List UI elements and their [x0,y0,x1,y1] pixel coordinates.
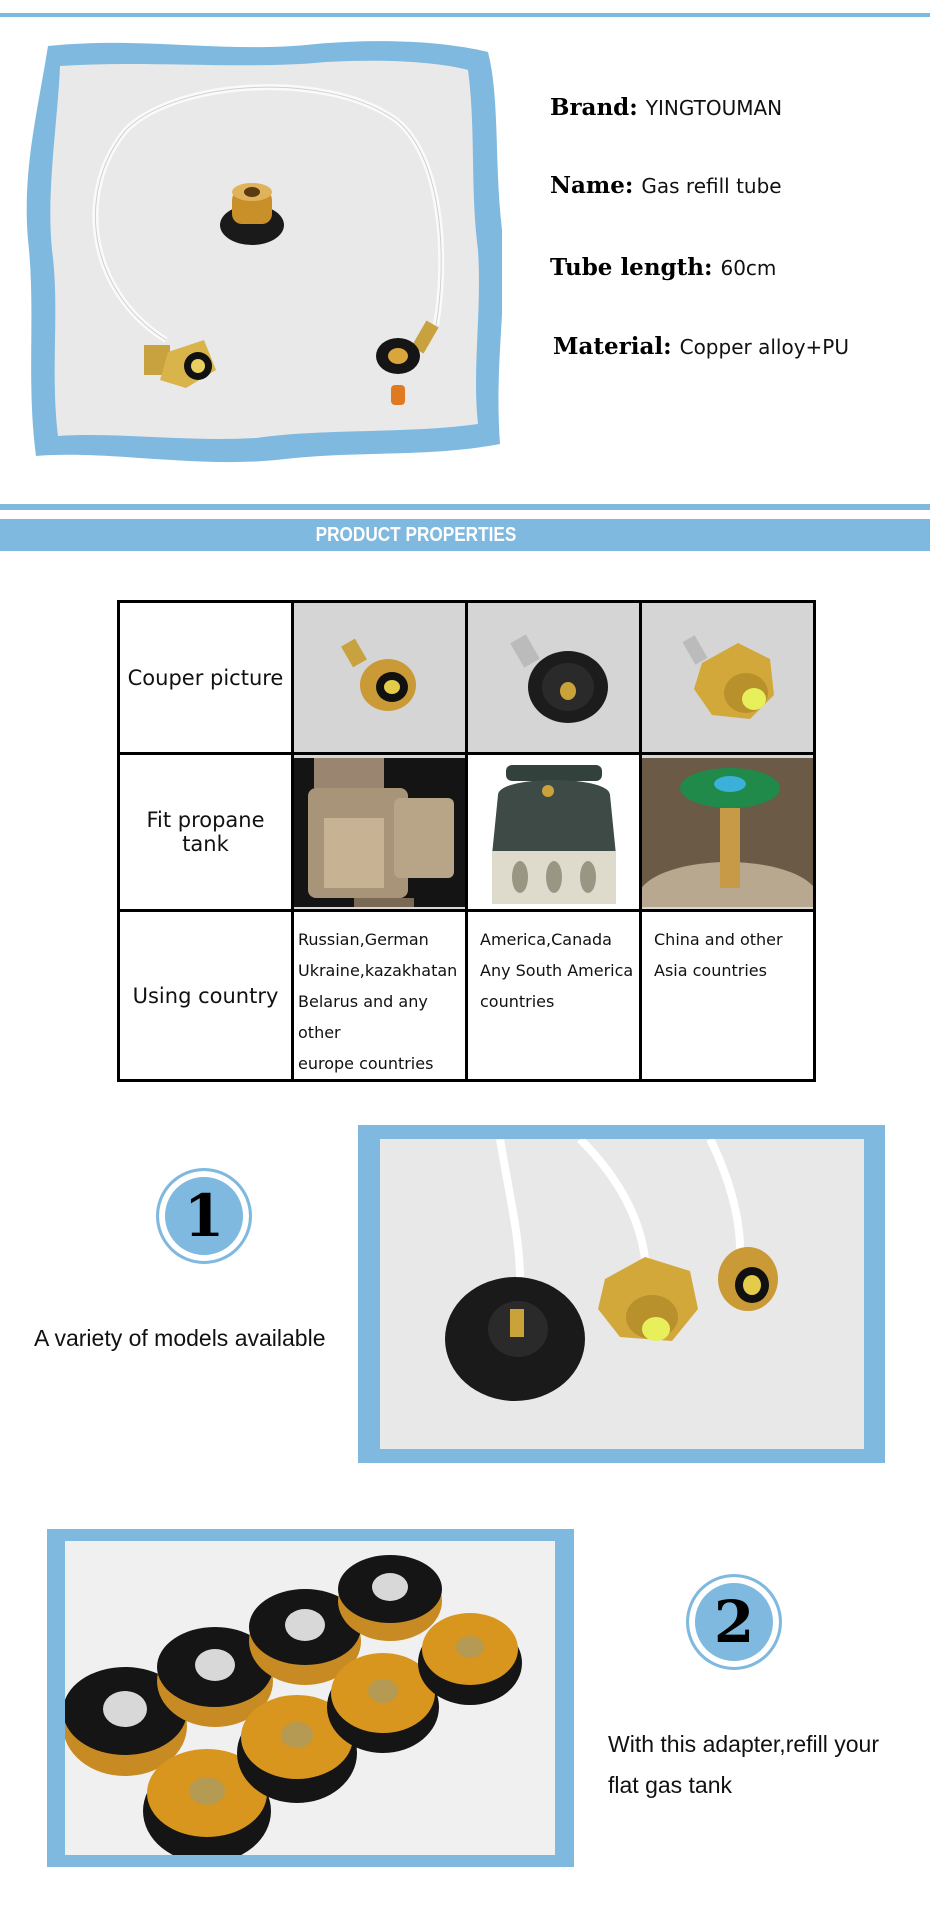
feature-2-photo [47,1529,574,1867]
table-row [119,754,815,911]
country-line: Ukraine,kazakhatan [298,961,458,980]
country-line: Asia countries [654,961,767,980]
table-row [119,602,815,754]
section-title: PRODUCT PROPERTIES [315,524,517,546]
country-line: europe countries [298,1054,434,1073]
spec-tube-length-label: Tube length: [550,254,713,281]
spec-material [553,333,849,360]
country-cell-asia [641,911,815,1081]
spec-material-label: Material: [553,333,672,360]
hero-product-image [26,40,502,465]
feature-1-photo [358,1125,885,1463]
coupler-image-3 [641,602,815,754]
tank-image-3 [641,754,815,911]
section-rule [0,504,930,510]
row-label-fit-propane-tank: Fit propane tank [119,754,293,911]
country-line: America,Canada [480,930,612,949]
spec-name [550,172,782,199]
coupler-image-1 [293,602,467,754]
feature-2-caption [608,1724,879,1806]
table-row [119,911,815,1081]
spec-brand [550,94,782,121]
spec-material-value: Copper alloy+PU [679,335,849,359]
country-cell-america [467,911,641,1081]
country-cell-europe [293,911,467,1081]
row-label-coupler-picture: Couper picture [119,602,293,754]
feature-2-caption-line2: flat gas tank [608,1772,733,1798]
country-line: countries [480,992,555,1011]
spec-tube-length [550,254,776,281]
spec-brand-label: Brand: [550,94,638,121]
feature-2-caption-line1: With this adapter,refill your [608,1731,880,1757]
feature-2-badge [686,1574,782,1670]
spec-name-value: Gas refill tube [641,174,782,198]
country-line: Russian,German [298,930,429,949]
tank-image-1 [293,754,467,911]
feature-2-number: 2 [713,1588,755,1656]
top-rule [0,13,930,17]
country-line: China and other [654,930,783,949]
tank-image-2 [467,754,641,911]
coupler-image-2 [467,602,641,754]
feature-1-number: 1 [183,1182,225,1250]
feature-1-badge [156,1168,252,1264]
spec-name-label: Name: [550,172,634,199]
spec-tube-length-value: 60cm [720,256,777,280]
feature-1-caption: A variety of models available [34,1325,326,1351]
spec-brand-value: YINGTOUMAN [645,96,783,120]
properties-table [117,600,816,1082]
country-line: Any South America [480,961,634,980]
country-line: Belarus and any other [298,992,428,1042]
row-label-using-country: Using country [119,911,293,1081]
